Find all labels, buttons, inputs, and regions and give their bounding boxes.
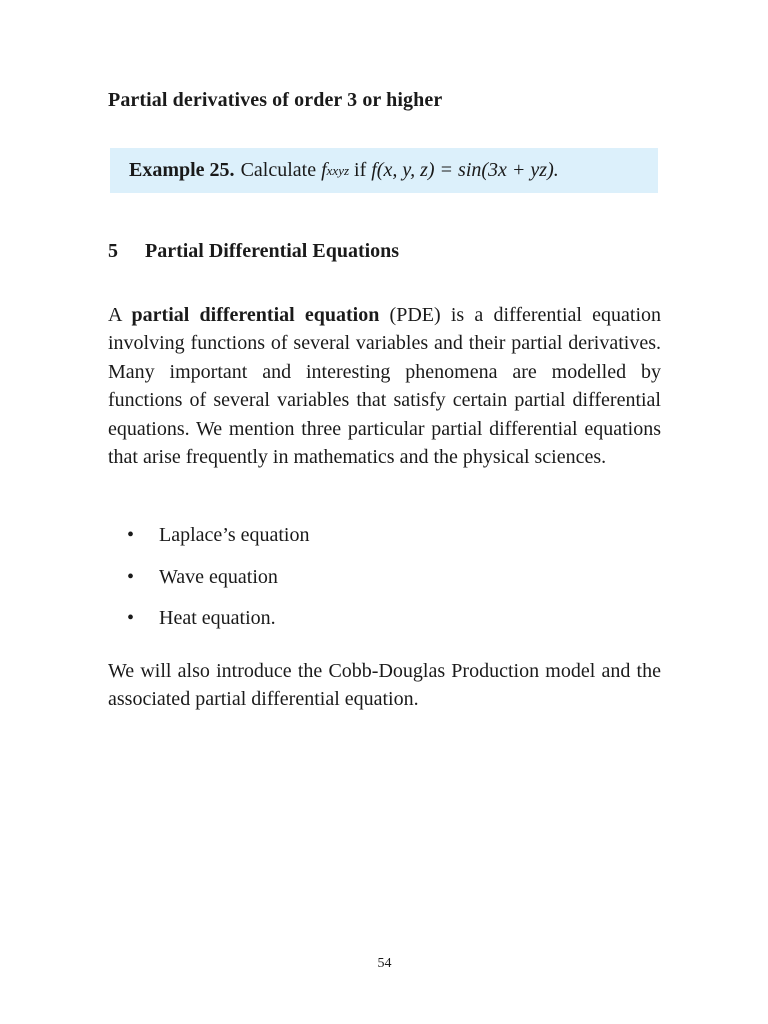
paragraph-pde-intro: [108, 301, 661, 471]
example-if-word: if: [354, 159, 367, 181]
section-number: 5: [108, 240, 118, 262]
subsection-title: Partial derivatives of order 3 or higher: [108, 89, 443, 111]
example-expression: f(x, y, z) = sin(3x + yz).: [371, 159, 559, 181]
bullet-marker: •: [127, 524, 135, 546]
section-title: [108, 240, 399, 263]
list-item-text: Wave equation: [159, 565, 278, 588]
example-label: Example 25.: [129, 159, 235, 181]
example-subscript: xxyz: [326, 162, 350, 178]
example-box: [110, 148, 658, 193]
example-calc-word: Calculate: [240, 159, 317, 181]
list-item: [108, 524, 310, 566]
pde-bold-term: partial differential equation: [131, 304, 380, 326]
list-item: [108, 607, 310, 649]
list-item-text: Heat equation.: [159, 607, 276, 629]
page-number: 54: [377, 956, 392, 971]
bullet-marker: •: [127, 565, 135, 588]
list-item: [108, 566, 310, 608]
document-page: [108, 0, 661, 1024]
paragraph-rest: (PDE) is a differential equation involving functions of several variables and their partial derivatives. Many important and interesting phenomena are modelled by functions of several variables that satisfy certain partial differential equations. We mention three particular partial differential equations that arise frequently in mathematics and the physical sciences.: [108, 304, 661, 469]
bullet-marker: •: [127, 607, 135, 629]
paragraph-lead: A: [108, 304, 122, 326]
list-item-text: Laplace’s equation: [159, 524, 310, 546]
example-f-symbol: f: [321, 159, 327, 181]
section-title-text: Partial Differential Equations: [145, 240, 400, 262]
equation-list: [108, 524, 310, 649]
paragraph-cobb-douglas: We will also introduce the Cobb-Douglas Production model and the associated partial differential equation.: [108, 660, 661, 711]
